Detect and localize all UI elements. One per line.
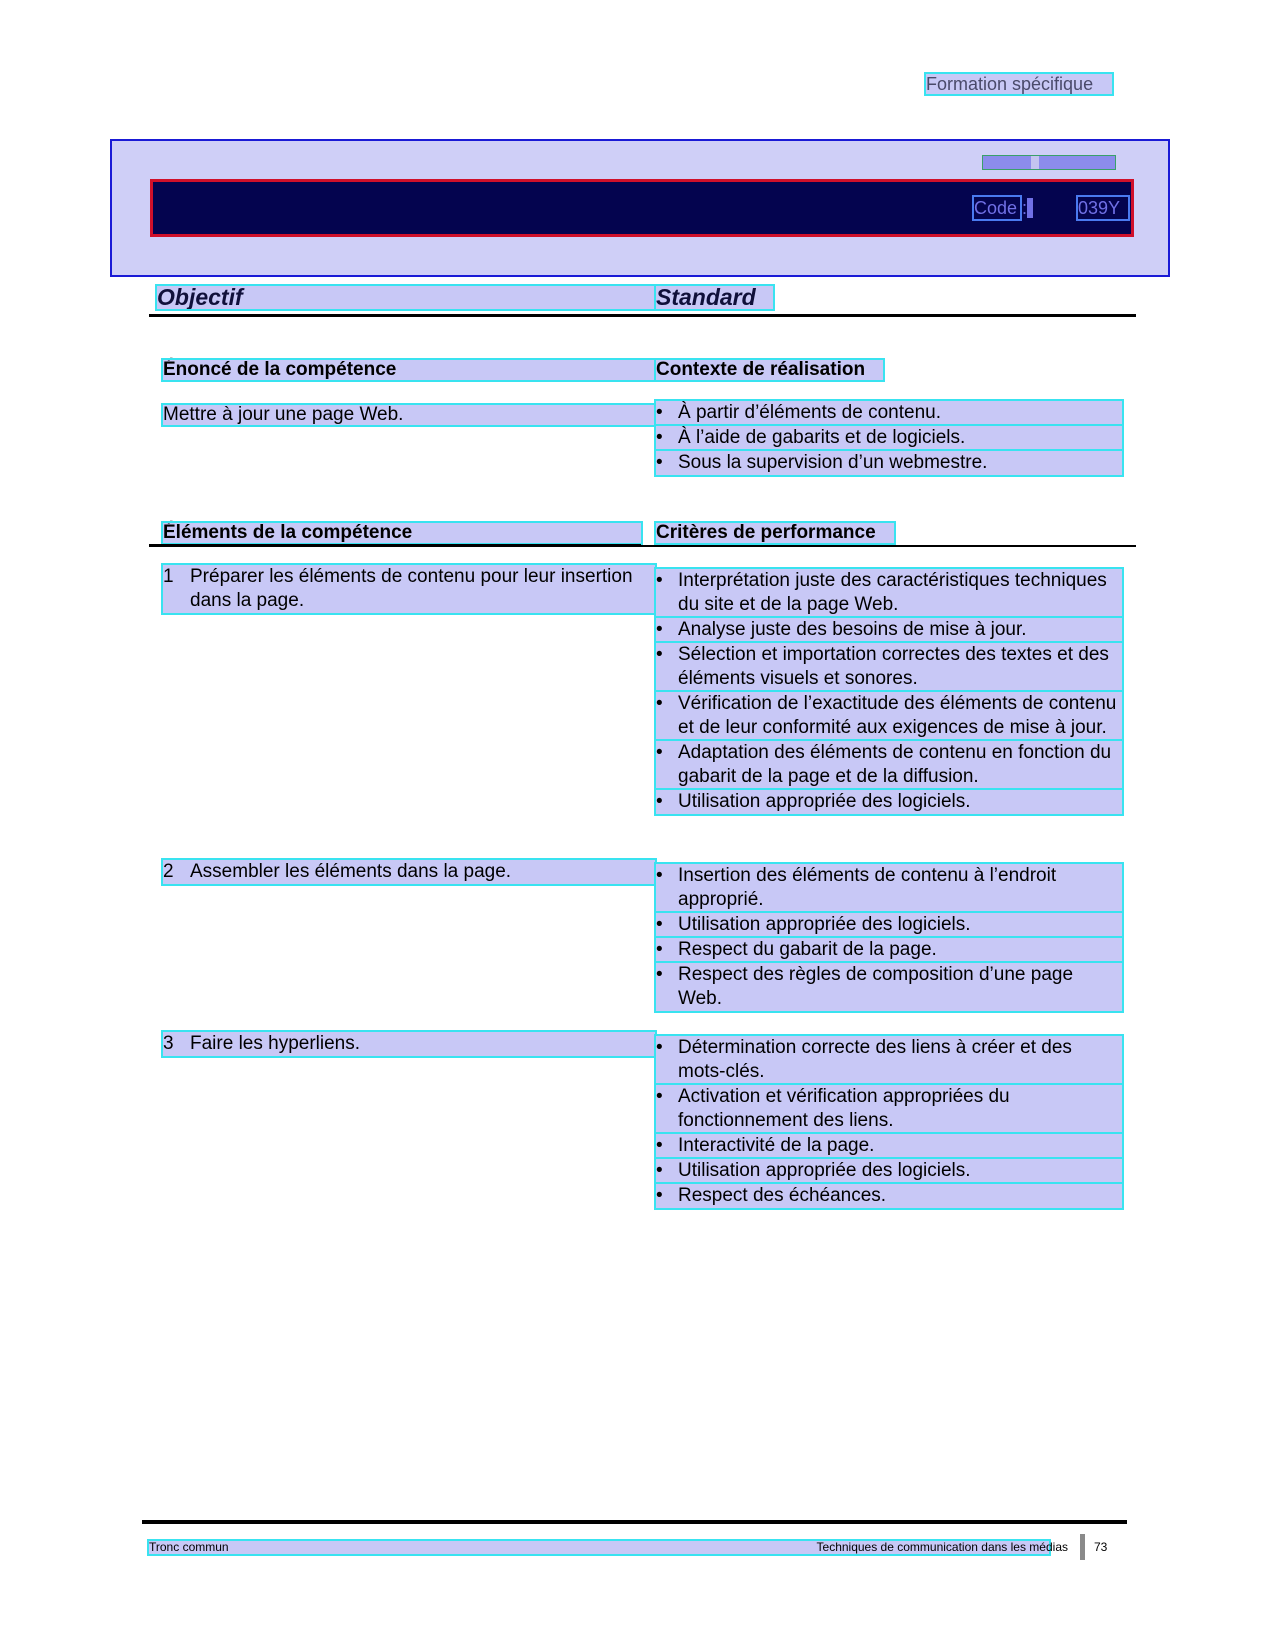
bullet-item [656, 1134, 1122, 1158]
bullet-item [656, 790, 1122, 814]
element-text: Faire les hyperliens. [190, 1033, 361, 1054]
bullet-item [656, 426, 1122, 450]
bullet-text: Activation et vérification appropriées du fonctionnement des liens. [678, 1086, 1010, 1131]
bullet-icon: • [656, 742, 663, 763]
bullet-icon: • [656, 644, 663, 665]
bullet-text: Interprétation juste des caractéristiques techniques du site et de la page Web. [678, 570, 1107, 615]
bullet-icon: • [656, 693, 663, 714]
column-heading-objectif: Objectif [157, 286, 655, 309]
bullet-item [656, 643, 1122, 691]
bullet-text: Insertion des éléments de contenu à l’endroit approprié. [678, 865, 1057, 910]
bullet-text: Adaptation des éléments de contenu en fonction du gabarit de la page et de la diffusion. [678, 742, 1112, 787]
bullet-icon: • [656, 1135, 663, 1156]
bullet-icon: • [656, 619, 663, 640]
bullet-item [656, 692, 1122, 740]
bullet-text: Vérification de l’exactitude des éléments de contenu et de leur conformité aux exigences de mise à jour. [678, 693, 1117, 738]
bullet-icon: • [656, 791, 663, 812]
contexte-heading: Contexte de réalisation [656, 360, 883, 380]
criteres-list [656, 864, 1122, 1012]
bullet-item [656, 401, 1122, 425]
bullet-text: Utilisation appropriée des logiciels. [678, 1160, 971, 1181]
element-text: Assembler les éléments dans la page. [190, 861, 512, 882]
bullet-icon: • [656, 452, 663, 473]
divider [641, 545, 1136, 547]
element-item [163, 860, 655, 884]
code-separator [1027, 198, 1033, 218]
bullet-icon: • [656, 1160, 663, 1181]
criteres-heading: Critères de performance [656, 523, 894, 543]
header-decoration-bar [982, 155, 1116, 170]
bullet-item [656, 1184, 1122, 1208]
bullet-item [656, 618, 1122, 642]
bullet-icon: • [656, 964, 663, 985]
bullet-item [656, 913, 1122, 937]
footer-right-text: Techniques de communication dans les médias [816, 1540, 1068, 1554]
element-item [163, 565, 655, 613]
bullet-item [656, 1085, 1122, 1133]
bullet-item [656, 569, 1122, 617]
bullet-text: À l’aide de gabarits et de logiciels. [678, 427, 966, 448]
bullet-icon: • [656, 402, 663, 423]
bullet-text: Sous la supervision d’un webmestre. [678, 452, 988, 473]
page-number: 73 [1094, 1540, 1108, 1554]
bullet-icon: • [656, 865, 663, 886]
bullet-text: Détermination correcte des liens à créer et des mots-clés. [678, 1037, 1072, 1082]
bullet-text: Utilisation appropriée des logiciels. [678, 914, 971, 935]
criteres-list [656, 569, 1122, 815]
element-text: Préparer les éléments de contenu pour leur insertion dans la page. [190, 566, 633, 611]
bullet-text: Analyse juste des besoins de mise à jour. [678, 619, 1027, 640]
elements-heading: Éléments de la compétence [163, 523, 641, 543]
bullet-text: Utilisation appropriée des logiciels. [678, 791, 971, 812]
code-value: 039Y [1078, 197, 1128, 219]
bullet-icon: • [656, 1185, 663, 1206]
bullet-item [656, 864, 1122, 912]
bullet-text: Sélection et importation correctes des textes et des éléments visuels et sonores. [678, 644, 1109, 689]
bullet-text: Interactivité de la page. [678, 1135, 875, 1156]
bullet-item [656, 741, 1122, 789]
bullet-icon: • [656, 914, 663, 935]
bullet-item [656, 1159, 1122, 1183]
bullet-text: À partir d’éléments de contenu. [678, 402, 941, 423]
section-label: Formation spécifique [926, 74, 1112, 94]
footer-left-text: Tronc commun [149, 1541, 1049, 1554]
bullet-item [656, 1036, 1122, 1084]
element-item [163, 1032, 655, 1056]
bullet-icon: • [656, 570, 663, 591]
element-number: 3 [163, 1033, 174, 1054]
bullet-text: Respect des échéances. [678, 1185, 887, 1206]
enonce-text: Mettre à jour une page Web. [163, 405, 655, 425]
footer-divider [142, 1520, 1127, 1524]
bullet-icon: • [656, 427, 663, 448]
footer-separator [1080, 1534, 1085, 1560]
bullet-text: Respect du gabarit de la page. [678, 939, 937, 960]
divider [149, 544, 641, 547]
contexte-list [656, 401, 1122, 476]
bullet-icon: • [656, 939, 663, 960]
column-heading-standard: Standard [656, 286, 773, 309]
bullet-icon: • [656, 1037, 663, 1058]
criteres-list [656, 1036, 1122, 1209]
code-label: Code : [974, 198, 1028, 218]
enonce-heading: Énoncé de la compétence [163, 360, 655, 380]
element-number: 2 [163, 861, 174, 882]
bullet-icon: • [656, 1086, 663, 1107]
element-number: 1 [163, 566, 174, 587]
bullet-item [656, 938, 1122, 962]
divider [149, 314, 1136, 317]
bullet-item [656, 451, 1122, 475]
bullet-item [656, 963, 1122, 1011]
bullet-text: Respect des règles de composition d’une page Web. [678, 964, 1074, 1009]
